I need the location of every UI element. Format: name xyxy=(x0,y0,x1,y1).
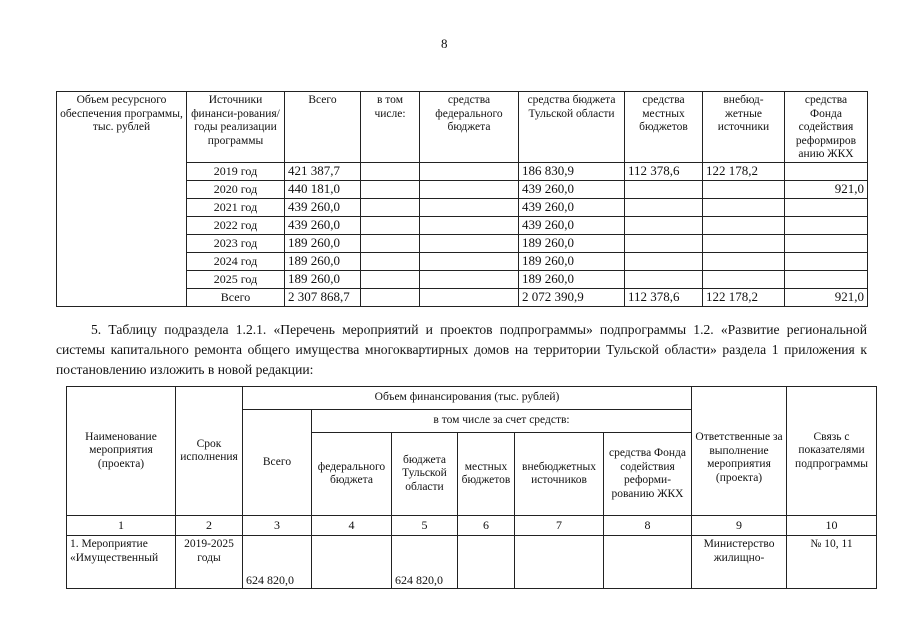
t2-header-fund: средства Фонда содействия реформи-рованию ЖКХ xyxy=(604,433,692,516)
total-cell: 189 260,0 xyxy=(285,252,361,270)
blank-cell xyxy=(361,162,420,180)
local-cell xyxy=(625,252,703,270)
column-number: 6 xyxy=(458,516,515,536)
local-cell xyxy=(458,536,515,589)
year-cell: 2021 год xyxy=(187,198,285,216)
column-number: 8 xyxy=(604,516,692,536)
t1-header-including: в том числе: xyxy=(361,92,420,163)
extra-cell: 122 178,2 xyxy=(703,288,785,306)
federal-cell xyxy=(420,216,519,234)
local-cell xyxy=(625,270,703,288)
fund-cell xyxy=(785,270,868,288)
federal-cell xyxy=(312,536,392,589)
t1-header-total: Всего xyxy=(285,92,361,163)
column-number: 7 xyxy=(515,516,604,536)
total-cell: 421 387,7 xyxy=(285,162,361,180)
year-cell: 2022 год xyxy=(187,216,285,234)
amendment-paragraph-text: 5. Таблицу подраздела 1.2.1. «Перечень мероприятий и проектов подпрограммы» подпрограммы 1.2. «Развитие региональной системы капитального ремонта общего имущества многоквартирных домов на территории Тульской области» раздела 1 приложения к постановлению изложить в новой редакции: xyxy=(56,322,867,377)
fund-cell xyxy=(785,252,868,270)
fund-cell xyxy=(785,162,868,180)
local-cell xyxy=(625,234,703,252)
table2-number-row xyxy=(67,516,877,536)
column-number: 9 xyxy=(692,516,787,536)
table1-header-row xyxy=(57,92,868,163)
regional-cell: 2 072 390,9 xyxy=(519,288,625,306)
total-cell: 189 260,0 xyxy=(285,270,361,288)
t2-header-local: местных бюджетов xyxy=(458,433,515,516)
t2-header-funding: Объем финансирования (тыс. рублей) xyxy=(243,387,692,410)
year-cell: Всего xyxy=(187,288,285,306)
t1-header-regional: средства бюджета Тульской области xyxy=(519,92,625,163)
resource-provision-table xyxy=(56,91,868,307)
column-number: 3 xyxy=(243,516,312,536)
total-cell: 439 260,0 xyxy=(285,198,361,216)
local-cell xyxy=(625,180,703,198)
column-number: 10 xyxy=(787,516,877,536)
term-cell: 2019-2025 годы xyxy=(176,536,243,589)
extra-cell xyxy=(703,252,785,270)
regional-cell: 189 260,0 xyxy=(519,252,625,270)
column-number: 4 xyxy=(312,516,392,536)
t2-header-responsible: Ответственные за выполнение мероприятия (проекта) xyxy=(692,387,787,516)
t2-header-total: Всего xyxy=(243,410,312,516)
t1-header-volume: Объем ресурсного обеспечения программы, тыс. рублей xyxy=(57,92,187,307)
total-cell: 440 181,0 xyxy=(285,180,361,198)
t1-header-local: средства местных бюджетов xyxy=(625,92,703,163)
responsible-line: Министерство xyxy=(703,538,775,550)
column-number: 5 xyxy=(392,516,458,536)
federal-cell xyxy=(420,252,519,270)
t1-header-sources: Источники финанси-рования/ годы реализации программы xyxy=(187,92,285,163)
regional-cell: 439 260,0 xyxy=(519,216,625,234)
t2-header-link: Связь с показателями подпрограммы xyxy=(787,387,877,516)
extra-cell xyxy=(703,234,785,252)
blank-cell xyxy=(361,180,420,198)
responsible-cell xyxy=(692,536,787,589)
regional-cell: 439 260,0 xyxy=(519,198,625,216)
local-cell: 112 378,6 xyxy=(625,162,703,180)
fund-cell xyxy=(785,198,868,216)
extra-cell xyxy=(703,216,785,234)
t1-header-federal: средства федерального бюджета xyxy=(420,92,519,163)
federal-cell xyxy=(420,270,519,288)
t1-header-extra: внебюд-жетные источники xyxy=(703,92,785,163)
extra-cell xyxy=(703,198,785,216)
fund-cell: 921,0 xyxy=(785,180,868,198)
year-cell: 2025 год xyxy=(187,270,285,288)
regional-cell: 189 260,0 xyxy=(519,234,625,252)
fund-cell xyxy=(785,216,868,234)
measures-table xyxy=(66,386,877,589)
federal-cell xyxy=(420,162,519,180)
fund-cell xyxy=(785,234,868,252)
federal-cell xyxy=(420,288,519,306)
measure-name-cell xyxy=(67,536,176,589)
column-number: 2 xyxy=(176,516,243,536)
measure-name-line: «Имущественный xyxy=(70,551,159,564)
regional-cell: 189 260,0 xyxy=(519,270,625,288)
blank-cell xyxy=(361,198,420,216)
t1-header-fund: средства Фонда содействия реформиров анию ЖКХ xyxy=(785,92,868,163)
fund-cell xyxy=(604,536,692,589)
link-cell: № 10, 11 xyxy=(787,536,877,589)
year-cell: 2020 год xyxy=(187,180,285,198)
local-cell xyxy=(625,198,703,216)
blank-cell xyxy=(361,234,420,252)
blank-cell xyxy=(361,288,420,306)
extra-cell xyxy=(703,270,785,288)
total-cell: 2 307 868,7 xyxy=(285,288,361,306)
total-cell: 624 820,0 xyxy=(243,536,312,589)
regional-cell: 186 830,9 xyxy=(519,162,625,180)
federal-cell xyxy=(420,180,519,198)
blank-cell xyxy=(361,216,420,234)
federal-cell xyxy=(420,234,519,252)
local-cell xyxy=(625,216,703,234)
extra-cell: 122 178,2 xyxy=(703,162,785,180)
t2-header-federal: федерального бюджета xyxy=(312,433,392,516)
page-number: 8 xyxy=(441,36,448,51)
total-cell: 439 260,0 xyxy=(285,216,361,234)
year-cell: 2024 год xyxy=(187,252,285,270)
responsible-line: жилищно- xyxy=(713,551,765,564)
fund-cell: 921,0 xyxy=(785,288,868,306)
federal-cell xyxy=(420,198,519,216)
table-row xyxy=(67,536,877,589)
blank-cell xyxy=(361,270,420,288)
regional-cell: 439 260,0 xyxy=(519,180,625,198)
blank-cell xyxy=(361,252,420,270)
t2-header-term: Срок исполнения xyxy=(176,387,243,516)
local-cell: 112 378,6 xyxy=(625,288,703,306)
regional-cell: 624 820,0 xyxy=(392,536,458,589)
t2-header-including: в том числе за счет средств: xyxy=(312,410,692,433)
t2-header-regional: бюджета Тульской области xyxy=(392,433,458,516)
t2-header-extra: внебюджетных источников xyxy=(515,433,604,516)
extra-cell xyxy=(703,180,785,198)
year-cell: 2019 год xyxy=(187,162,285,180)
column-number: 1 xyxy=(67,516,176,536)
table2-header-row-1 xyxy=(67,387,877,410)
measure-name-line: 1. Мероприятие xyxy=(70,538,148,550)
total-cell: 189 260,0 xyxy=(285,234,361,252)
t2-header-name: Наименование мероприятия (проекта) xyxy=(67,387,176,516)
amendment-paragraph xyxy=(56,320,867,380)
year-cell: 2023 год xyxy=(187,234,285,252)
extra-cell xyxy=(515,536,604,589)
